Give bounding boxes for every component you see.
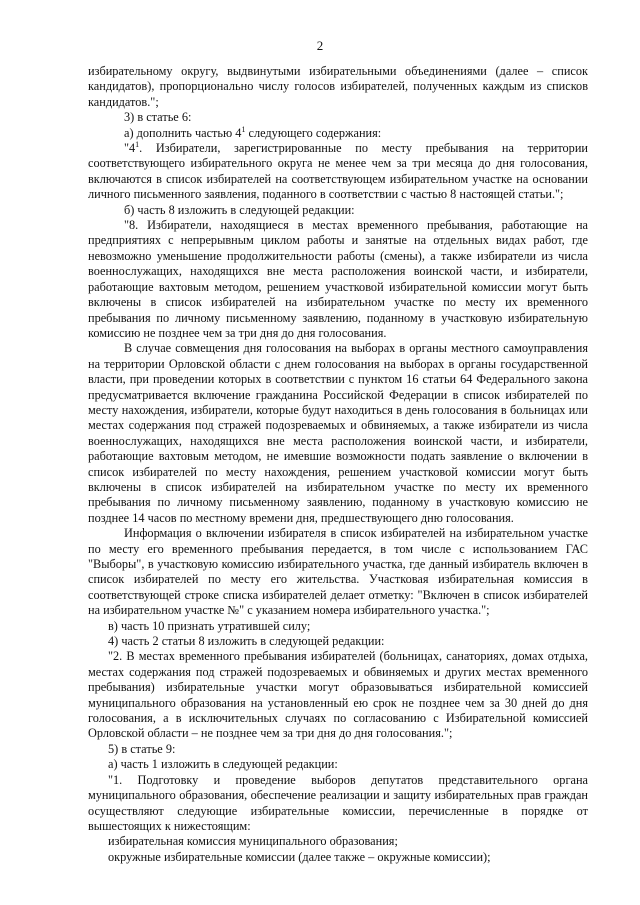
paragraph-item-3b: б) часть 8 изложить в следующей редакции: [124,202,355,217]
paragraph-part-8: "8. Избиратели, находящиеся в местах временного пребывания, работающие на предприятиях с непрерывным циклом работы и занятые на отдельных видах работ, где невозможно уменьшение продолжительности работы (смены), а также избиратели из числа военнослужащих, находящихся вне места расположения воинской части, и избиратели, работающие вахтовым методом, решением участковой избирательной комиссии могут быть включены в список избирателей на избирательном участке по месту их временного пребывания по личному письменному заявлению, поданному в участковую избирательную комиссию не позднее чем за три дня до дня голосования. [88,218,588,340]
paragraph-item-3: 3) в статье 6: [124,110,192,125]
text-run: "4 [124,141,136,156]
text-run: а) дополнить частью 4 [124,125,242,140]
superscript: 1 [135,139,140,149]
list-item-district-commissions: окружные избирательные комиссии (далее также – окружные комиссии); [108,849,491,864]
text-run: следующего содержания: [245,125,382,140]
paragraph-part-1: "1. Подготовку и проведение выборов депутатов представительного органа муниципального образования, обеспечение реализации и защиту избирательных прав граждан осуществляют следующие избирательные комиссии, перечисленные в порядке от вышестоящих к нижестоящим: [88,772,588,833]
text-run: . Избиратели, зарегистрированные по месту пребывания на территории соответствующего избирательного округа не менее чем за три месяца до дня голосования, включаются в список избирателей на соответствующем избирательном участке на основании личного письменного заявления, поданного в соответствии с частью 8 настоящей статьи."; [88,141,588,202]
paragraph-item-5a: а) часть 1 изложить в следующей редакции: [108,757,338,772]
list-item-municipal-commission: избирательная комиссия муниципального образования; [108,834,398,849]
paragraph-item-5: 5) в статье 9: [108,741,176,756]
paragraph-information: Информация о включении избирателя в список избирателей на избирательном участке по месту его временного пребывания передается, в том числе с использованием ГАС "Выборы", в участковую комиссию избирательного участка, где данный избиратель включен в список избирателей по месту его жительства. Участковая избирательная комиссия в соответствующей строке списка избирателей делает отметку: "Включен в список избирателей на избирательном участке №" с указанием номера избирательного участка."; [88,526,588,618]
paragraph-part-2: "2. В местах временного пребывания избирателей (больницах, санаториях, домах отдыха, местах содержания под стражей подозреваемых и обвиняемых и других местах временного пребывания) избирательные участки могут образовываться избирательной комиссией муниципального образования на установленный ею срок не позднее чем за 30 дней до дня голосования, а в исключительных случаях по согласованию с Избирательной комиссией Орловской области – не позднее чем за три дня до дня голосования."; [88,649,588,741]
document-body [88,64,588,865]
paragraph-part-4-1 [88,141,588,203]
paragraph-list-end: избирательному округу, выдвинутыми избирательными объединениями (далее – список кандидатов), пропорционально числу голосов избирателей, полученных каждым из списков кандидатов."; [88,64,588,109]
page-number: 2 [316,38,324,53]
paragraph-item-3a [88,126,588,141]
paragraph-combined-voting: В случае совмещения дня голосования на выборах в органы местного самоуправления на территории Орловской области с днем голосования на выборах в органы государственной власти, при проведении которых в соответствии с пунктом 16 статьи 64 Федерального закона предусматривается включение гражданина Российской Федерации в список избирателей по месту нахождения, избиратели, которые будут находиться в день голосования в больницах или местах содержания под стражей подозреваемых и обвиняемых, а также избиратели из числа военнослужащих, находящихся вне места расположения воинской части, и избиратели, работающие вахтовым методом, не имевшие возможности подать заявление о включении в список избирателей по месту нахождения, решением участковой комиссии могут быть включены в список избирателей на избирательном участке по месту их временного пребывания по личному письменному заявлению, поданному в участковую комиссию не позднее 14 часов по местному времени дня, предшествующего дню голосования. [88,341,588,525]
paragraph-item-3v: в) часть 10 признать утратившей силу; [108,618,311,633]
paragraph-item-4: 4) часть 2 статьи 8 изложить в следующей редакции: [108,634,385,649]
superscript: 1 [241,124,246,134]
